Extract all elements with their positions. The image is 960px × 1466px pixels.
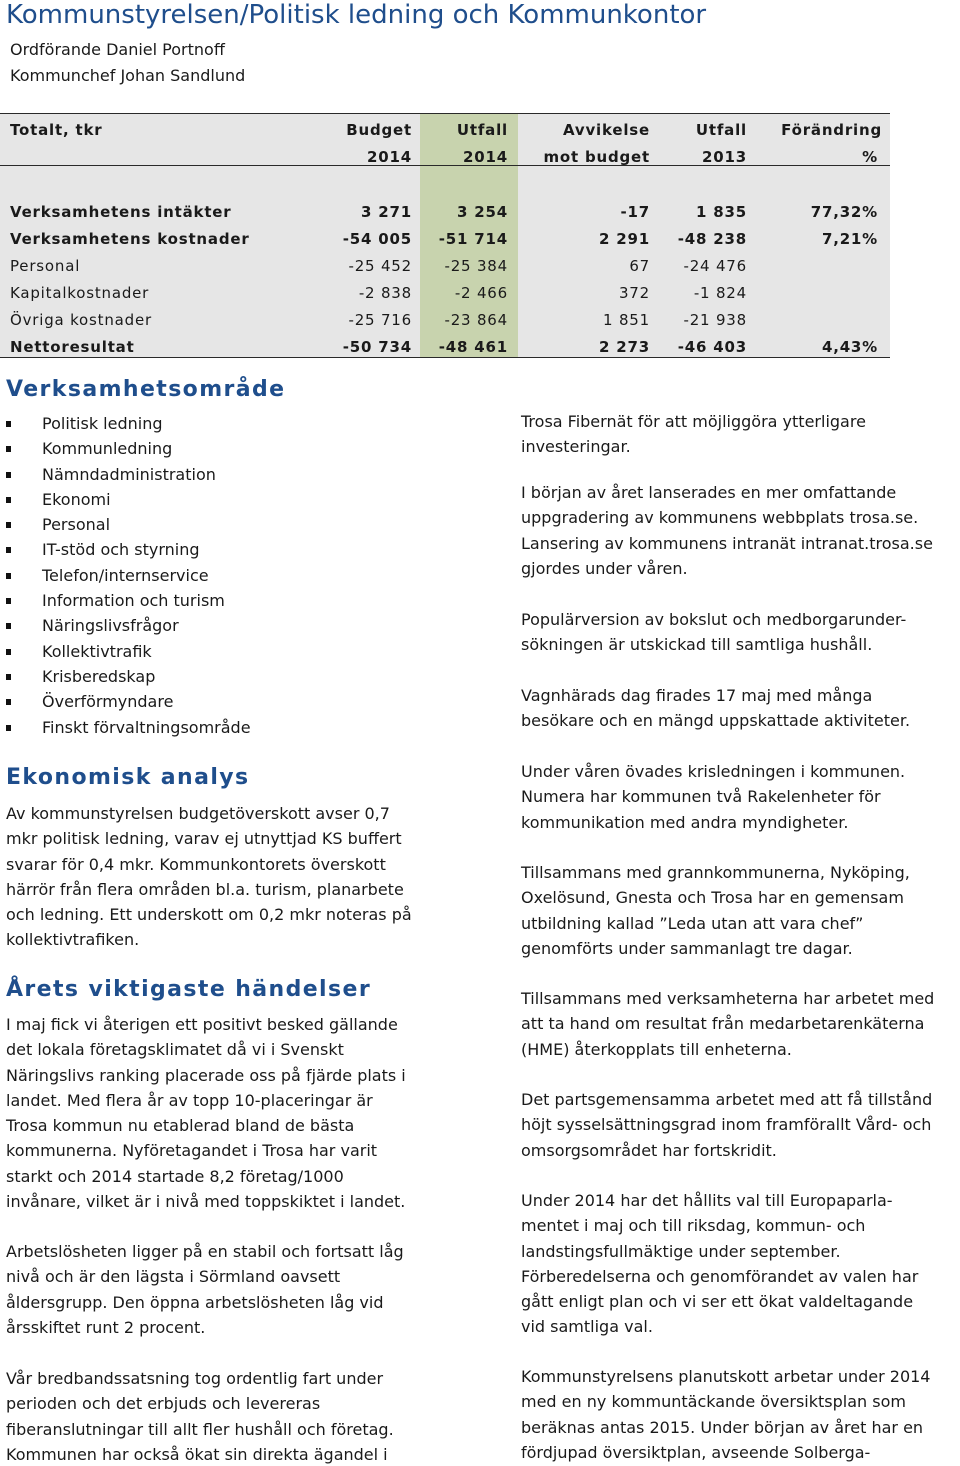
list-item: Näringslivsfrågor (6, 615, 251, 640)
page-title: Kommunstyrelsen/Politisk ledning och Kommunkontor (6, 0, 707, 30)
bullet-square-icon (6, 472, 11, 478)
ekonomisk-analys-paragraph: Av kommunstyrelsen budgetöverskott avser 0,7 mkr politisk ledning, varav ej utnyttjad KS buffert svarar för 0,4 mkr. Kommunkontorets överskott härrör från flera områden bl.a. turism, planarbete och ledning. Ett underskott om 0,2 mkr noteras på kollektivtrafiken. (6, 804, 412, 950)
right-paragraph-7: Tillsammans med verksamheterna har arbetet med att ta hand om resultat från medarbetarenkäterna (HME) återkopplats till enheterna. (521, 989, 935, 1059)
list-item: Politisk ledning (6, 413, 251, 438)
right-paragraph-8: Det partsgemensamma arbetet med att få tillstånd höjt sysselsättningsgrad inom framförallt Vård- och omsorgsområdet har fortskridit. (521, 1090, 933, 1160)
bullet-square-icon (6, 598, 11, 604)
col-header-utfall: Utfall (456, 121, 508, 139)
col-subheader-budget: 2014 (367, 148, 412, 166)
bullet-square-icon (6, 573, 11, 579)
table-cell-budget: -54 005 (342, 230, 412, 248)
table-row-label: Personal (10, 257, 81, 275)
table-cell-utfall: -23 864 (444, 311, 508, 329)
col-header-label: Totalt, tkr (10, 121, 103, 139)
col-header-utfall-2013: Utfall (695, 121, 747, 139)
right-paragraph-5: Under våren övades krisledningen i kommunen. Numera har kommunen två Rakelenheter för kommunikation med andra myndigheter. (521, 762, 906, 832)
table-row-label: Övriga kostnader (10, 311, 152, 329)
verksamhet-list (6, 413, 251, 742)
bullet-square-icon (6, 497, 11, 503)
list-item: Finskt förvaltningsområde (6, 717, 251, 742)
bullet-square-icon (6, 446, 11, 452)
table-top-rule (0, 113, 890, 114)
col-subheader-avvikelse: mot budget (543, 148, 650, 166)
table-cell-budget: -50 734 (342, 338, 412, 356)
right-paragraph-4: Vagnhärads dag firades 17 maj med många besökare och en mängd uppskattade aktiviteter. (521, 686, 911, 731)
handelser-paragraph-1: I maj fick vi återigen ett positivt besked gällande det lokala företagsklimatet då vi i Svenskt Näringslivs ranking placerade oss på fjärde plats i landet. Med flera år av topp 10-placeringar är Trosa kommun nu etablerad bland de bästa kommunerna. Nyföretagandet i Trosa har varit starkt och 2014 startade 8,2 företag/1000 invånare, vilket är i nivå med toppskiktet i landet. (6, 1015, 406, 1212)
bullet-square-icon (6, 623, 11, 629)
table-cell-avvikelse: 372 (618, 284, 650, 302)
col-subheader-percent: % (862, 148, 878, 166)
list-item: Ekonomi (6, 489, 251, 514)
table-cell-avvikelse: 2 273 (599, 338, 650, 356)
table-cell-utfall-2013: -24 476 (683, 257, 747, 275)
col-header-avvikelse: Avvikelse (563, 121, 650, 139)
list-item: IT-stöd och styrning (6, 539, 251, 564)
table-cell-utfall-2013: -21 938 (683, 311, 747, 329)
table-cell-utfall-2013: -46 403 (677, 338, 747, 356)
handelser-paragraph-2: Arbetslösheten ligger på en stabil och fortsatt låg nivå och är den lägsta i Sörmland oavsett åldersgrupp. Den öppna arbetslösheten låg vid årsskiftet runt 2 procent. (6, 1242, 404, 1337)
right-paragraph-9: Under 2014 har det hållits val till Europaparla- mentet i maj och till riksdag, kommun- och landstingsfullmäktige under september. Förberedelserna och genomförandet av valen har gått enligt plan och vi ser ett ökat valdeltagande vid samtliga val. (521, 1191, 919, 1337)
table-cell-utfall-2013: -1 824 (693, 284, 747, 302)
handelser-paragraph-3: Vår bredbandssatsning tog ordentlig fart under perioden och det erbjuds och levereras fiberanslutningar till allt fler hushåll och företag. Kommunen har också ökat sin direkta ägandel i (6, 1369, 394, 1464)
bullet-square-icon (6, 547, 11, 553)
table-row-label: Verksamhetens kostnader (10, 230, 250, 248)
table-cell-utfall: -2 466 (454, 284, 508, 302)
bullet-square-icon (6, 674, 11, 680)
list-item: Kommunledning (6, 438, 251, 463)
right-paragraph-6: Tillsammans med grannkommunerna, Nyköping, Oxelösund, Gnesta och Trosa har en gemensam utbildning kallad ”Leda utan att vara chef” genomförts under sammanlagt tre dagar. (521, 863, 910, 958)
list-item: Information och turism (6, 590, 251, 615)
table-cell-change: 77,32% (810, 203, 878, 221)
table-cell-change: 4,43% (821, 338, 878, 356)
list-item: Överförmyndare (6, 691, 251, 716)
verksamhet-heading: Verksamhetsområde (6, 377, 286, 402)
bullet-square-icon (6, 725, 11, 731)
col-subheader-utfall-2013: 2013 (702, 148, 747, 166)
list-item: Telefon/internservice (6, 565, 251, 590)
bullet-square-icon (6, 421, 11, 427)
financial-table (0, 113, 890, 358)
bullet-square-icon (6, 649, 11, 655)
col-header-forandring: Förändring (781, 121, 882, 139)
right-paragraph-2: I början av året lanserades en mer omfattande uppgradering av kommunens webbplats trosa.se. Lansering av kommunens intranät intranat.trosa.se gjordes under våren. (521, 483, 933, 578)
table-cell-budget: -25 716 (348, 311, 412, 329)
table-cell-utfall: -51 714 (438, 230, 508, 248)
list-item: Kollektivtrafik (6, 641, 251, 666)
right-paragraph-1: Trosa Fibernät för att möjliggöra ytterligare investeringar. (521, 412, 866, 457)
table-cell-utfall: 3 254 (457, 203, 508, 221)
table-cell-budget: -2 838 (358, 284, 412, 302)
right-paragraph-10: Kommunstyrelsens planutskott arbetar under 2014 med en ny kommuntäckande översiktsplan som beräknas antas 2015. Under början av året har en fördjupad översiktplan, avseende Solberga- (521, 1367, 931, 1462)
list-item: Krisberedskap (6, 666, 251, 691)
table-cell-avvikelse: -17 (620, 203, 650, 221)
table-cell-utfall: -48 461 (438, 338, 508, 356)
table-cell-utfall-2013: 1 835 (696, 203, 747, 221)
ekonomisk-analys-heading: Ekonomisk analys (6, 765, 250, 790)
handelser-heading: Årets viktigaste händelser (6, 977, 372, 1002)
table-cell-change: 7,21% (821, 230, 878, 248)
table-cell-budget: -25 452 (348, 257, 412, 275)
bullet-square-icon (6, 699, 11, 705)
table-cell-budget: 3 271 (361, 203, 412, 221)
table-cell-avvikelse: 67 (629, 257, 650, 275)
table-row-label: Kapitalkostnader (10, 284, 150, 302)
ceo-line: Kommunchef Johan Sandlund (10, 66, 246, 85)
col-header-budget: Budget (346, 121, 412, 139)
col-subheader-utfall: 2014 (463, 148, 508, 166)
table-cell-avvikelse: 2 291 (599, 230, 650, 248)
table-bottom-rule (0, 357, 890, 358)
table-header-rule (0, 165, 890, 166)
list-item: Nämndadministration (6, 464, 251, 489)
right-paragraph-3: Populärversion av bokslut och medborgarunder- sökningen är utskickad till samtliga hushåll. (521, 610, 907, 655)
bullet-square-icon (6, 522, 11, 528)
chair-line: Ordförande Daniel Portnoff (10, 40, 225, 59)
list-item: Personal (6, 514, 251, 539)
table-row-label: Nettoresultat (10, 338, 135, 356)
table-cell-utfall-2013: -48 238 (677, 230, 747, 248)
table-cell-utfall: -25 384 (444, 257, 508, 275)
table-row-label: Verksamhetens intäkter (10, 203, 232, 221)
table-cell-avvikelse: 1 851 (603, 311, 650, 329)
